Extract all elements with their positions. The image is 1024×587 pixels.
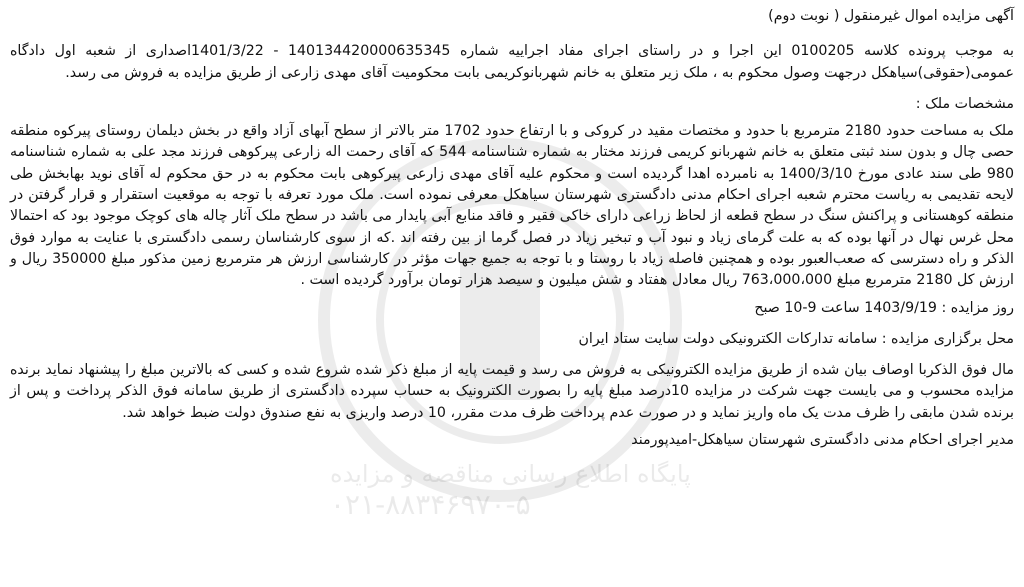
- signature: مدیر اجرای احکام مدنی دادگستری شهرستان سیاهکل-امیدپورمند: [631, 432, 1014, 449]
- auction-terms: مال فوق الذکربا اوصاف بیان شده از طریق مزایده الکترونیکی به فروش می رسد و قیمت پایه از مبلغ ذکر شده شروع شده و کسی که بالاترین مبلغ را پیشنهاد نماید برنده مزایده محسوب و می بایست جهت شرکت در مزایده 10درصد مبلغ پایه را بصورت الکترونیک به حساب سپرده دادگستری از طریق سامانه فوق الذکر پرداخت و پس از برنده شدن مابقی را ظرف مدت یک ماه واریز نماید و در صورت عدم پرداخت ظرف مدت مقرر، 10 درصد واریزی به نفع صندوق دولت ضبط خواهد شد.: [10, 362, 1014, 421]
- specs-heading: مشخصات ملک :: [915, 95, 1014, 112]
- watermark-text: پایگاه اطلاع رسانی مناقصه و مزایده: [330, 460, 691, 488]
- notice-title: آگهی مزایده اموال غیرمنقول ( نوبت دوم): [768, 8, 1014, 24]
- notice-document: [10, 6, 1014, 451]
- watermark-phone: ۰۲۱-۸۸۳۴۶۹۷۰-۵: [330, 488, 531, 521]
- specs-body: ملک به مساحت حدود 2180 مترمربع با حدود و مختصات مقید در کروکی و با ارتفاع حدود 1702 متر بالاتر از سطح آبهای آزاد واقع در بخش دیلمان روستای پیرکوه منطقه حصی چال و بدون سند ثبتی متعلق به خانم شهربانو کریمی فرزند مختار به شماره شناسنامه 544 که آقای رحمت اله زارعی پیرکوهی فرزند مجد علی به شماره شناسنامه 980 طی سند عادی مورخ 1400/3/10 به نامبرده اهدا گردیده است و محکوم علیه آقای مهدی زارعی پیرکوهی بابت محکوم به در حق محکوم له آقای نوید بهابخش طی لایحه تقدیمی به ریاست محترم شعبه اجرای احکام مدنی دادگستری شهرستان سیاهکل معرفی نموده است. ملک مورد تعرفه با توجه به موقعیت استقرار و قرار گرفتن در منطقه کوهستانی و پراکنش سنگ در سطح قطعه از لحاظ زراعی دارای خاکی فقیر و فاقد منابع آبی پایدار می باشد در سطح ملک آثار چاله های کوچک موجود بود که احتمالا محل غرس نهال در آنها بوده که به علت گرمای زیاد و نبود آب و تبخیر زیاد در فصل گرما از بین رفته اند .که از سوی کارشناسان رسمی دادگستری با عنایت به موارد فوق الذکر و راه دسترسی که صعب‌العبور بوده و همچنین فاصله زیاد با روستا و با توجه به جمیع جهات مؤثر در کارشناسی ارزش هر مترمربع زمین مذکور مبلغ 350000 ریال و ارزش کل 2180 مترمربع مبلغ 763،000،000 ریال معادل هفتاد و شش میلیون و سیصد هزار تومان برآورد گردیده است .: [10, 123, 1015, 289]
- notice-intro: به موجب پرونده کلاسه 0100205 این اجرا و در راستای اجرای مفاد اجراییه شماره 140134420000635345 - 1401/3/22اصداری از شعبه اول دادگاه عمومی(حقوقی)سیاهکل درجهت وصول محکوم به ، ملک زیر متعلق به خانم شهربانوکریمی بابت محکومیت آقای مهدی زارعی از طریق مزایده به فروش می رسد.: [10, 43, 1014, 81]
- auction-venue: محل برگزاری مزایده : سامانه تدارکات الکترونیکی دولت سایت ستاد ایران: [578, 330, 1014, 347]
- auction-date: روز مزایده : 1403/9/19 ساعت 9-10 صبح: [754, 299, 1014, 316]
